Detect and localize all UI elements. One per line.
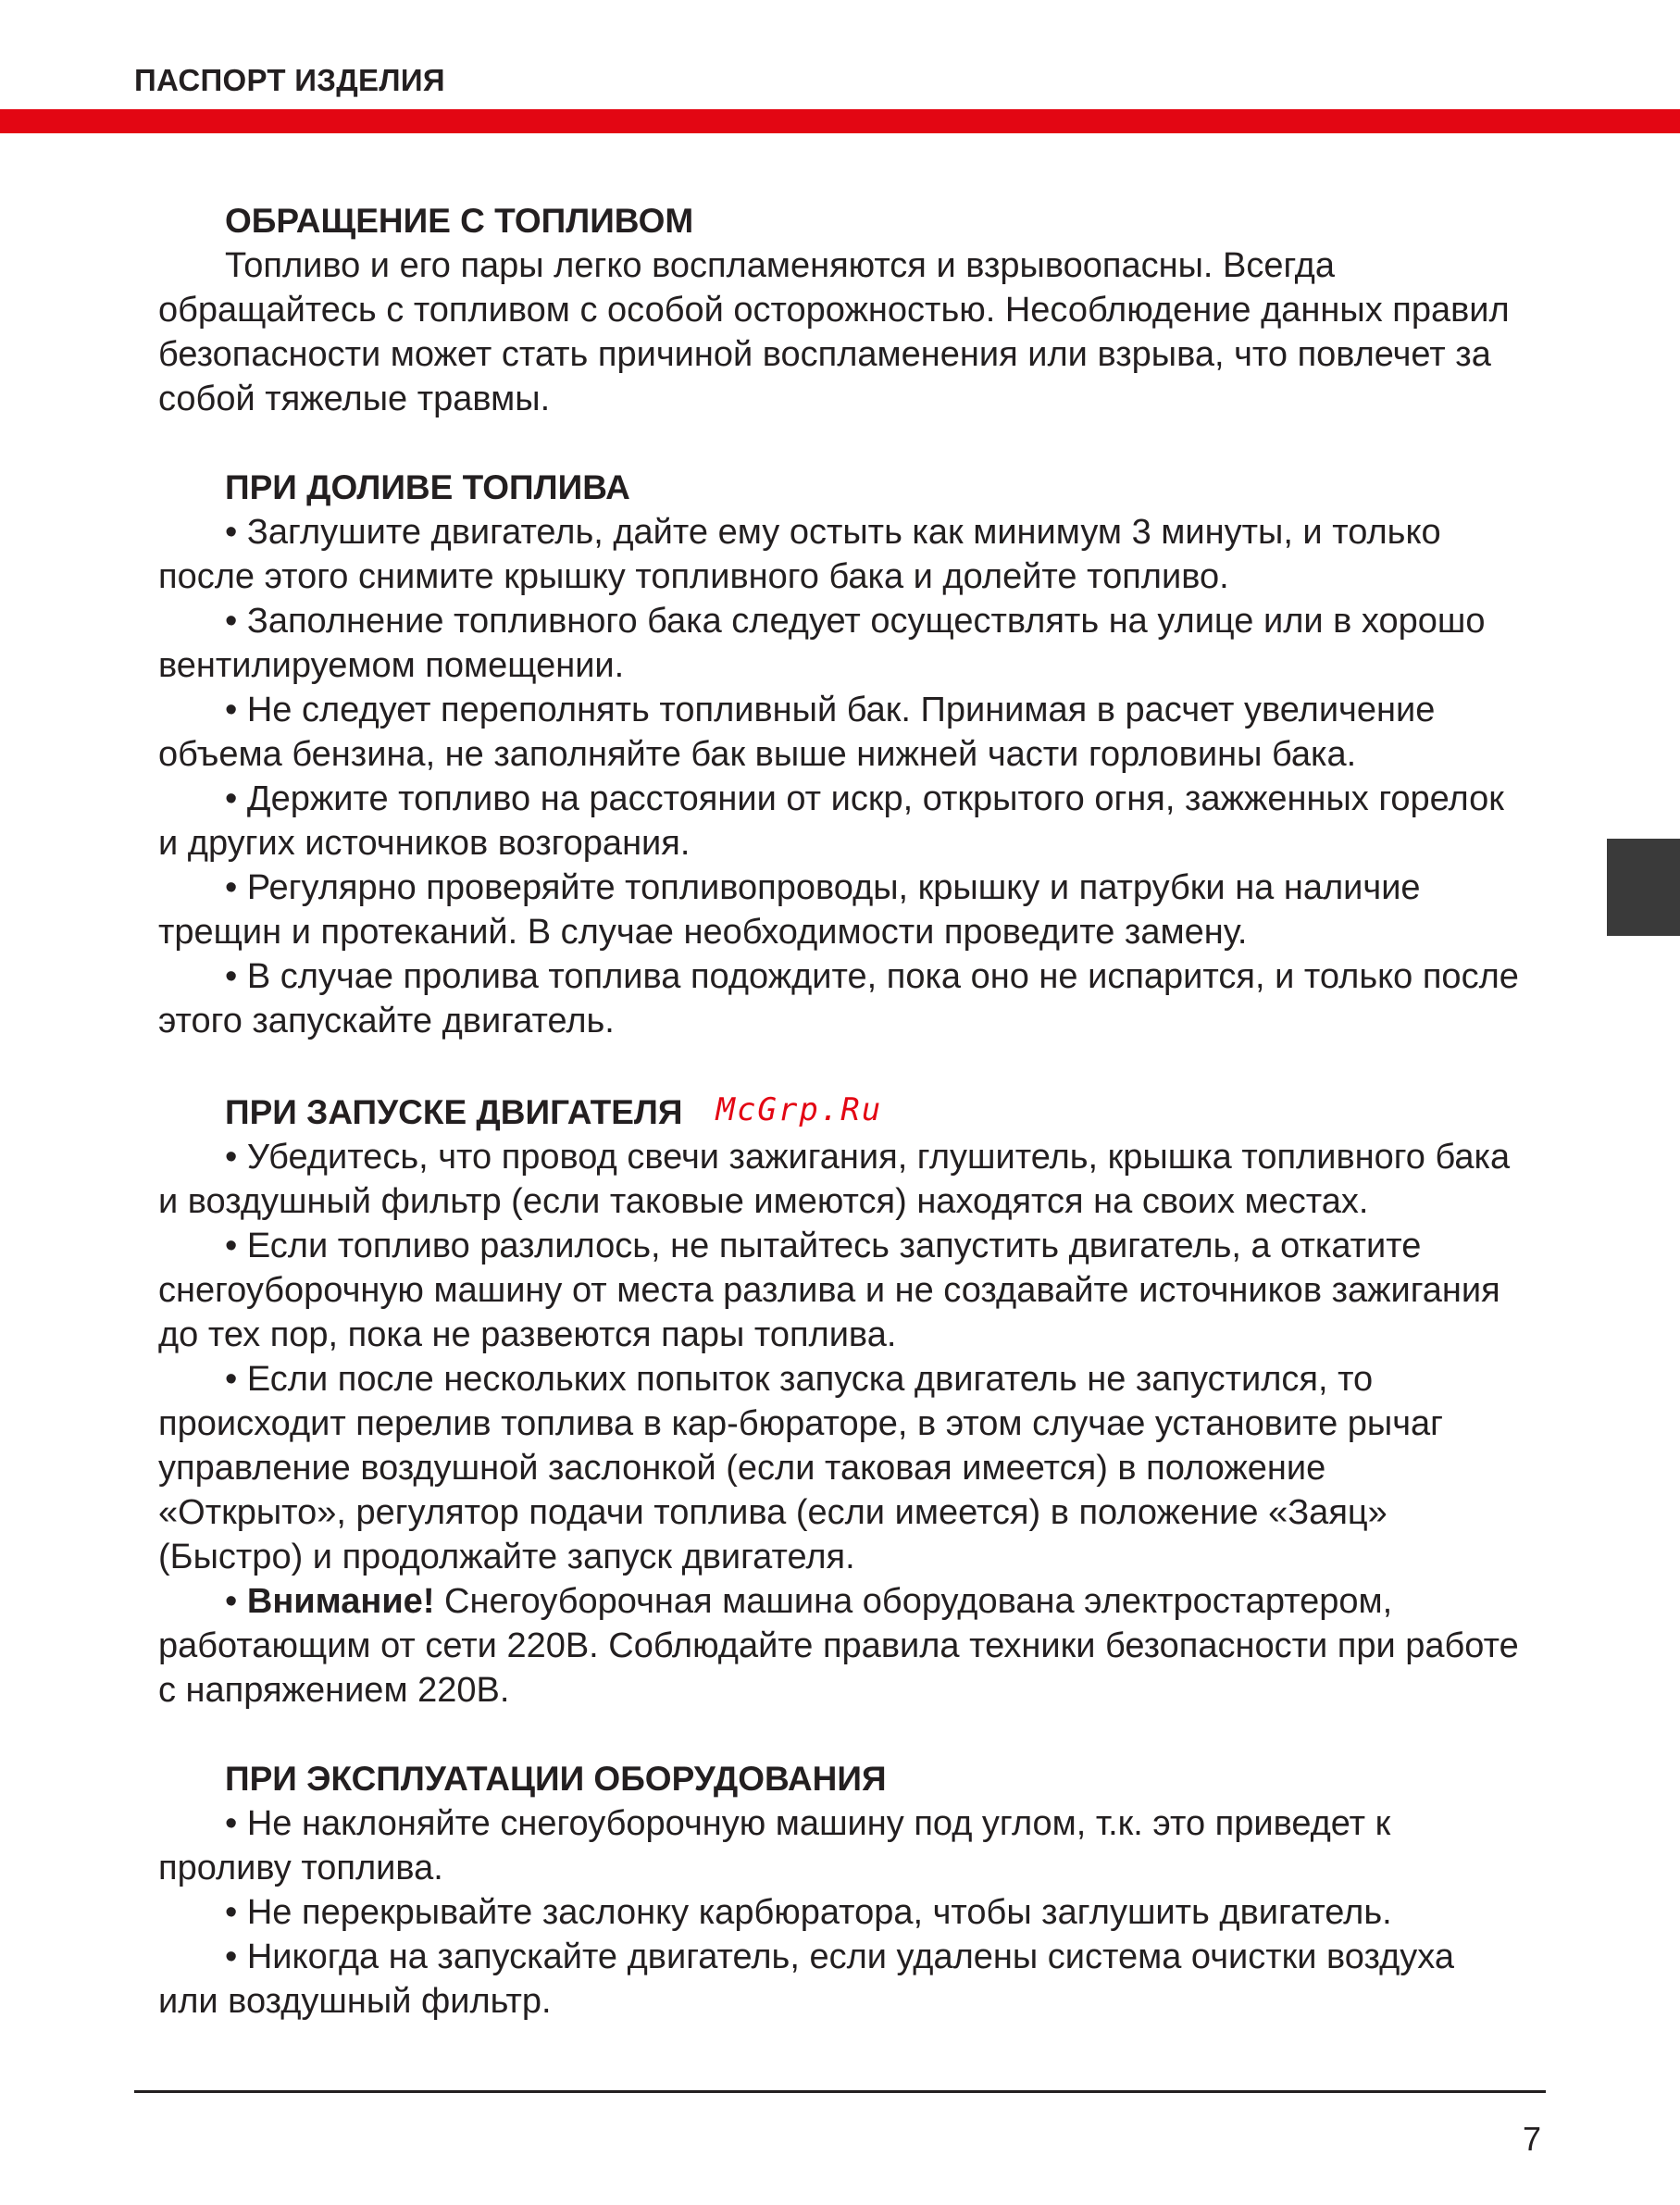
footer-divider xyxy=(134,2090,1546,2093)
bullet-paragraph: • Заглушите двигатель, дайте ему остыть как минимум 3 минуты, и только после этого снимите крышку топливного бака и долейте топливо. xyxy=(158,513,1441,596)
paragraph: Топливо и его пары легко воспламеняются и взрывоопасны. Всегда обращайтесь с топливом с особой осторожностью. Несоблюдение данных правил безопасности может стать причиной воспламенения или взрыва, что повлечет за собой тяжелые травмы. xyxy=(158,246,1510,418)
section-title: ПРИ ДОЛИВЕ ТОПЛИВА xyxy=(225,468,630,506)
section-operation xyxy=(158,1757,1523,2024)
section-refueling xyxy=(158,466,1523,1043)
section-title: ПРИ ЭКСПЛУАТАЦИИ ОБОРУДОВАНИЯ xyxy=(225,1760,887,1798)
header-red-bar xyxy=(0,109,1680,133)
bullet-paragraph: • Держите топливо на расстоянии от искр, открытого огня, зажженных горелок и других источников возгорания. xyxy=(158,779,1504,863)
warning-paragraph xyxy=(158,1579,1523,1713)
bullet-paragraph: • Не наклоняйте снегоуборочную машину под углом, т.к. это приведет к проливу топлива. xyxy=(158,1804,1391,1887)
bullet-paragraph: • Регулярно проверяйте топливопроводы, крышку и патрубки на наличие трещин и протеканий. В случае необходимости проведите замену. xyxy=(158,868,1421,952)
warning-text: Снегоуборочная машина оборудована электростартером, работающим от сети 220В. Соблюдайте правила техники безопасности при работе с напряжением 220В. xyxy=(158,1582,1519,1710)
side-section-tab xyxy=(1607,839,1680,936)
bullet-paragraph: • Заполнение топливного бака следует осуществлять на улице или в хорошо вентилируемом помещении. xyxy=(158,602,1486,685)
warning-label: Внимание! xyxy=(246,1582,435,1621)
bullet-paragraph: • Если после нескольких попыток запуска двигатель не запустился, то происходит перелив топлива в кар-бюраторе, в этом случае установите рычаг управление воздушной заслонкой (если таковая имеется) в положение «Открыто», регулятор подачи топлива (если имеется) в положение «Заяц» (Быстро) и продолжайте запуск двигателя. xyxy=(158,1360,1444,1576)
bullet-paragraph: • Не перекрывайте заслонку карбюратора, чтобы заглушить двигатель. xyxy=(225,1893,1392,1932)
bullet-paragraph: • Убедитесь, что провод свечи зажигания, глушитель, крышка топливного бака и воздушный фильтр (если таковые имеются) находятся на своих местах. xyxy=(158,1138,1511,1221)
bullet-paragraph: • Не следует переполнять топливный бак. Принимая в расчет увеличение объема бензина, не заполняйте бак выше нижней части горловины бака. xyxy=(158,691,1436,774)
section-engine-start xyxy=(158,1088,1523,1713)
watermark-text: McGrp.Ru xyxy=(716,1091,883,1128)
bullet-paragraph: • В случае пролива топлива подождите, пока оно не испарится, и только после этого запускайте двигатель. xyxy=(158,957,1519,1040)
bullet-paragraph: • Никогда на запускайте двигатель, если удалены система очистки воздуха или воздушный фильтр. xyxy=(158,1937,1454,2021)
document-body xyxy=(158,199,1523,2024)
bullet-prefix: • xyxy=(225,1582,247,1621)
section-fuel-handling xyxy=(158,199,1523,421)
bullet-paragraph: • Если топливо разлилось, не пытайтесь запустить двигатель, а откатите снегоуборочную машину от места разлива и не создавайте источников зажигания до тех пор, пока не развеются пары топлива. xyxy=(158,1227,1500,1354)
section-title-row xyxy=(158,1088,1523,1135)
page-number: 7 xyxy=(1523,2120,1542,2158)
section-title: ОБРАЩЕНИЕ С ТОПЛИВОМ xyxy=(225,202,694,240)
page-header-title: ПАСПОРТ ИЗДЕЛИЯ xyxy=(134,63,445,97)
section-title: ПРИ ЗАПУСКЕ ДВИГАТЕЛЯ xyxy=(225,1093,683,1131)
